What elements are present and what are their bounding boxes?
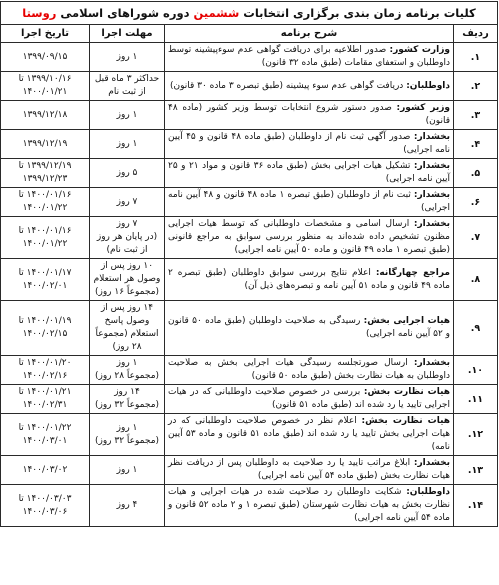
- row-number-cell: [454, 259, 498, 301]
- row-number: ۱۱.: [467, 393, 484, 405]
- deadline-cell: [90, 188, 165, 217]
- actor-label: هیات نظارت بخش:: [363, 387, 450, 397]
- description-cell: [165, 356, 454, 385]
- title-part-1: کلیات برنامه زمان بندی برگزاری انتخابات: [243, 6, 476, 20]
- deadline-text: حداکثر ۳ ماه قبل از ثبت نام: [94, 74, 160, 97]
- table-row: [0, 130, 497, 159]
- deadline-cell: [90, 259, 165, 301]
- actor-label: هیات نظارت بخش:: [361, 416, 451, 426]
- actor-label: بخشدار:: [413, 132, 450, 142]
- table-body: [0, 43, 497, 527]
- description-text: ارسال اسامی و مشخصات داوطلبانی که توسط هیات اجرایی مظنون تشخیص داده شده‌اند به منظور بررسی سوابق به مراجع قانونی (طبق تبصره ۱ ماده ۴۹ قانون و ماده ۵۰ آیین نامه اجرایی): [168, 219, 450, 255]
- page-title: [0, 2, 497, 25]
- date-text: ۱۴۰۰/۰۱/۲۰ تا ۱۴۰۰/۰۲/۱۶: [18, 358, 72, 381]
- date-cell: [0, 43, 89, 72]
- date-cell: [0, 485, 89, 527]
- row-number: ۹.: [470, 322, 481, 334]
- row-number: ۱۳.: [467, 464, 484, 476]
- deadline-text: ۱۴ روز پس از وصول پاسخ استعلام (مجموعاً ۲۸ روز): [95, 303, 159, 352]
- deadline-text: ۴ روز: [116, 500, 138, 510]
- table-row: [0, 217, 497, 259]
- title-row: [0, 2, 497, 25]
- row-number: ۱۴.: [467, 500, 484, 511]
- description-cell: [165, 385, 454, 414]
- description-cell: [165, 72, 454, 101]
- deadline-cell: [90, 101, 165, 130]
- row-number: ۲.: [470, 80, 481, 92]
- deadline-text: ۱ روز (مجموعاً ۲۸ روز): [94, 358, 160, 381]
- deadline-cell: [90, 72, 165, 101]
- row-number: ۱.: [470, 51, 481, 63]
- description-text: دریافت گواهی عدم سوء پیشینه (طبق تبصره ۳ ماده ۳۰ قانون): [169, 80, 404, 91]
- header-deadline: مهلت اجرا: [90, 25, 165, 43]
- date-text: ۱۴۰۰/۰۱/۱۹ تا ۱۴۰۰/۰۲/۱۵: [18, 316, 72, 339]
- row-number-cell: [454, 101, 498, 130]
- schedule-table: [0, 1, 498, 527]
- title-highlight-edition: ششمین: [193, 6, 240, 20]
- table-row: [0, 72, 497, 101]
- description-text: اعلام نتایج بررسی سوابق داوطلبان (طبق تبصره ۲ ماده ۴۹ قانون و ماده ۵۱ آیین نامه و تبصره‌های ذیل آن): [168, 267, 450, 291]
- description-text: صدور دستور شروع انتخابات توسط وزیر کشور (ماده ۴۸ قانون): [168, 103, 450, 126]
- row-number-cell: [454, 188, 498, 217]
- row-number: ۱۲.: [467, 429, 484, 440]
- description-text: تشکیل هیات اجرایی بخش (طبق ماده ۳۶ قانون و مواد ۲۱ و ۲۵ آیین نامه اجرایی): [168, 161, 450, 184]
- description-text: ارسال صورتجلسه رسیدگی هیات اجرایی بخش به صلاحیت داوطلبان به هیات نظارت بخش (طبق ماده ۵۰ قانون): [168, 358, 450, 381]
- date-cell: [0, 217, 89, 259]
- row-number: ۱۰.: [467, 364, 484, 376]
- deadline-text: ۱ روز (مجموعاً ۳۲ روز): [94, 422, 160, 446]
- date-cell: [0, 456, 89, 485]
- table-row: [0, 485, 497, 527]
- title-part-3: دوره شوراهای اسلامی: [60, 6, 190, 20]
- date-text: ۱۴۰۰/۰۱/۲۲ تا ۱۴۰۰/۰۳/۰۱: [18, 422, 72, 446]
- deadline-cell: [90, 456, 165, 485]
- actor-label: مراجع چهارگانه:: [375, 267, 450, 278]
- actor-label: وزیر کشور:: [396, 103, 450, 113]
- description-text: اعلام نظر در خصوص صلاحیت داوطلبانی که در هیات اجرایی بخش تایید یا رد شده اند (طبق ماده ۵۱ قانون و ماده ۵۳ آیین نامه): [168, 416, 450, 452]
- date-text: ۱۴۰۰/۰۱/۱۶ تا ۱۴۰۰/۰۱/۲۲: [18, 225, 72, 249]
- header-description: شرح برنامه: [165, 25, 454, 43]
- description-text: شکایت داوطلبان رد صلاحیت شده در هیات اجرایی و هیات نظارت بخش به هیات نظارت شهرستان (طبق تبصره ۱ و ۲ ماده ۵۲ قانون و ماده ۵۴ آیین نامه اجرایی): [168, 487, 450, 523]
- deadline-cell: [90, 301, 165, 356]
- deadline-text: ۷ روز: [116, 196, 138, 207]
- date-cell: [0, 385, 89, 414]
- table-row: [0, 385, 497, 414]
- date-text: ۱۳۹۹/۱۲/۱۹: [22, 138, 68, 149]
- date-text: ۱۳۹۹/۰۹/۱۵: [22, 51, 68, 62]
- row-number-cell: [454, 385, 498, 414]
- deadline-cell: [90, 385, 165, 414]
- description-text: ثبت نام از داوطلبان (طبق تبصره ۱ ماده ۴۸ قانون و ۴۸ آیین نامه اجرایی): [168, 190, 450, 213]
- date-text: ۱۳۹۹/۱۰/۱۶ تا ۱۴۰۰/۰۱/۲۱: [18, 74, 72, 97]
- row-number: ۸.: [470, 274, 481, 285]
- row-number: ۷.: [470, 232, 481, 243]
- description-cell: [165, 188, 454, 217]
- table-row: [0, 43, 497, 72]
- table-row: [0, 456, 497, 485]
- date-text: ۱۴۰۰/۰۳/۰۲: [22, 464, 68, 475]
- description-cell: [165, 159, 454, 188]
- table-row: [0, 259, 497, 301]
- description-text: بررسی در خصوص صلاحیت داوطلبانی که در هیات اجرایی تایید یا رد شده اند (طبق ماده ۵۱ قانون): [168, 387, 450, 410]
- row-number-cell: [454, 301, 498, 356]
- date-cell: [0, 101, 89, 130]
- header-date: تاریخ اجرا: [0, 25, 89, 43]
- deadline-cell: [90, 414, 165, 456]
- date-cell: [0, 301, 89, 356]
- actor-label: وزارت کشور:: [389, 45, 450, 55]
- table-row: [0, 301, 497, 356]
- deadline-cell: [90, 485, 165, 527]
- deadline-text: ۱ روز: [116, 109, 138, 120]
- row-number-cell: [454, 130, 498, 159]
- date-cell: [0, 72, 89, 101]
- deadline-text: ۱ روز: [116, 51, 138, 62]
- actor-label: داوطلبان:: [406, 80, 450, 91]
- deadline-cell: [90, 217, 165, 259]
- date-cell: [0, 130, 89, 159]
- row-number: ۶.: [470, 196, 481, 208]
- row-number-cell: [454, 356, 498, 385]
- description-cell: [165, 301, 454, 356]
- table-row: [0, 101, 497, 130]
- date-text: ۱۴۰۰/۰۱/۱۷ تا ۱۴۰۰/۰۲/۰۱: [18, 267, 72, 291]
- actor-label: بخشدار:: [413, 458, 450, 468]
- table-row: [0, 159, 497, 188]
- deadline-text: ۱۴ روز (مجموعاً ۳۲ روز): [94, 387, 160, 410]
- actor-label: بخشدار:: [413, 190, 450, 200]
- description-cell: [165, 101, 454, 130]
- actor-label: بخشدار:: [413, 219, 450, 229]
- description-text: ابلاغ مراتب تایید یا رد صلاحیت به داوطلبان پس از دریافت نظر هیات نظارت بخش (طبق ماده ۵۴ آیین نامه اجرایی): [168, 458, 450, 481]
- actor-label: بخشدار:: [413, 358, 450, 368]
- description-text: صدور اطلاعیه برای دریافت گواهی عدم سوءپیشینه توسط داوطلبان و استعفای مقامات (طبق ماده ۳۲ قانون): [168, 45, 450, 68]
- title-highlight-village: روستا: [22, 6, 57, 20]
- row-number-cell: [454, 456, 498, 485]
- date-cell: [0, 159, 89, 188]
- deadline-text: ۵ روز: [116, 167, 138, 178]
- deadline-text: ۱ روز: [116, 138, 138, 149]
- deadline-cell: [90, 356, 165, 385]
- row-number-cell: [454, 217, 498, 259]
- date-cell: [0, 259, 89, 301]
- date-cell: [0, 414, 89, 456]
- row-number-cell: [454, 485, 498, 527]
- table-row: [0, 188, 497, 217]
- row-number-cell: [454, 43, 498, 72]
- actor-label: هیات اجرایی بخش:: [363, 316, 451, 326]
- date-text: ۱۳۹۹/۱۲/۱۸: [22, 109, 68, 120]
- description-text: رسیدگی به صلاحیت داوطلبان (طبق ماده ۵۰ قانون و ۵۲ آیین نامه اجرایی): [168, 316, 450, 339]
- deadline-cell: [90, 130, 165, 159]
- description-cell: [165, 456, 454, 485]
- date-text: ۱۴۰۰/۰۱/۲۱ تا ۱۴۰۰/۰۲/۳۱: [18, 387, 72, 410]
- description-cell: [165, 217, 454, 259]
- description-cell: [165, 130, 454, 159]
- row-number-cell: [454, 72, 498, 101]
- deadline-cell: [90, 159, 165, 188]
- actor-label: بخشدار:: [413, 161, 450, 171]
- description-cell: [165, 485, 454, 527]
- actor-label: داوطلبان:: [406, 487, 450, 497]
- date-cell: [0, 188, 89, 217]
- date-text: ۱۳۹۹/۱۲/۱۹ تا ۱۳۹۹/۱۲/۲۳: [18, 161, 72, 184]
- deadline-cell: [90, 43, 165, 72]
- deadline-text: ۱۰ روز پس از وصول هر استعلام (مجموعاً ۱۶ روز): [93, 261, 161, 297]
- table-row: [0, 414, 497, 456]
- header-row: [0, 25, 497, 43]
- description-cell: [165, 259, 454, 301]
- row-number: ۳.: [470, 109, 481, 121]
- deadline-text: ۱ روز: [116, 464, 138, 475]
- row-number-cell: [454, 414, 498, 456]
- row-number: ۴.: [470, 138, 481, 150]
- description-cell: [165, 43, 454, 72]
- description-cell: [165, 414, 454, 456]
- date-cell: [0, 356, 89, 385]
- date-text: ۱۴۰۰/۰۱/۱۶ تا ۱۴۰۰/۰۱/۲۲: [18, 190, 72, 213]
- row-number-cell: [454, 159, 498, 188]
- deadline-text: ۷ روز (در پایان هر روز از ثبت نام): [96, 219, 158, 255]
- description-text: صدور آگهی ثبت نام از داوطلبان (طبق ماده ۴۸ قانون و ۴۵ آیین نامه اجرایی): [168, 132, 450, 155]
- table-row: [0, 356, 497, 385]
- date-text: ۱۴۰۰/۰۳/۰۳ تا ۱۴۰۰/۰۳/۰۶: [18, 493, 72, 517]
- row-number: ۵.: [470, 167, 481, 179]
- header-number: ردیف: [454, 25, 498, 43]
